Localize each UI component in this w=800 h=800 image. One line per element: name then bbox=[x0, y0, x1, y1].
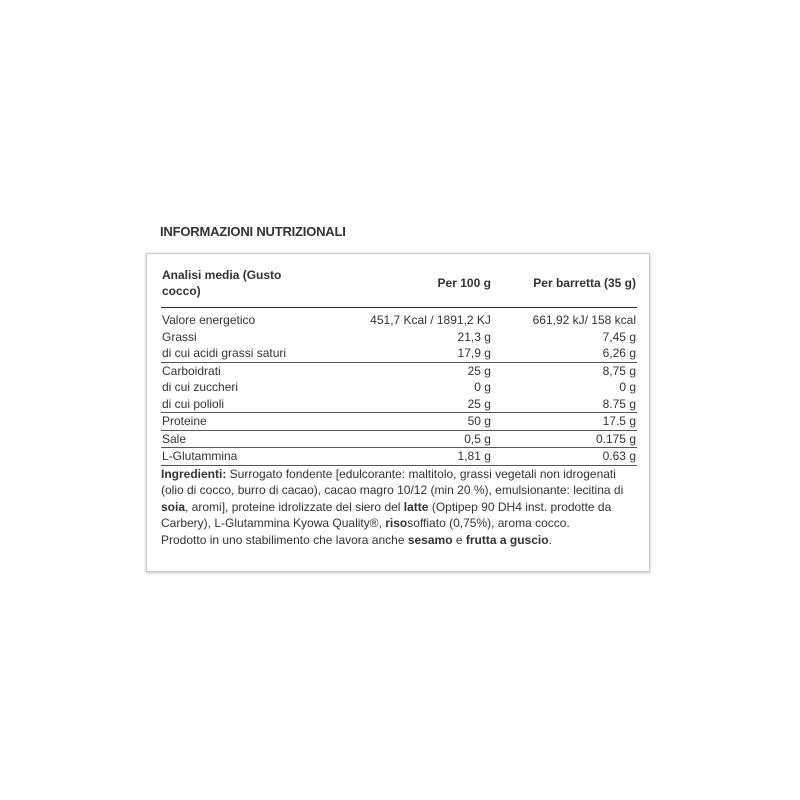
row-per-bar: 0.63 g bbox=[492, 448, 637, 466]
table-row bbox=[161, 448, 637, 466]
row-name: Carboidrati bbox=[162, 363, 221, 378]
facility-note: Prodotto in uno stabilimento che lavora anche sesamo e frutta a guscio. bbox=[161, 532, 552, 547]
table-row bbox=[161, 308, 637, 329]
row-per-100g: 0 g bbox=[474, 380, 491, 395]
row-per-bar: 661,92 kJ/ 158 kcal bbox=[532, 313, 636, 328]
header-per-bar: Per barretta (35 g) bbox=[492, 264, 637, 308]
allergen-nuts: frutta a guscio bbox=[465, 532, 549, 547]
nutrition-table bbox=[161, 264, 637, 466]
row-name: Sale bbox=[161, 430, 323, 448]
row-per-100g: 25 g bbox=[323, 396, 492, 413]
row-per-100g: 21,3 g bbox=[457, 329, 491, 344]
row-name: di cui acidi grassi saturi bbox=[161, 345, 323, 362]
allergen-rice: riso bbox=[385, 516, 408, 531]
table-row bbox=[161, 362, 637, 379]
row-per-100g: 17,9 g bbox=[323, 345, 492, 362]
table-row bbox=[161, 329, 637, 346]
row-name: Valore energetico bbox=[162, 313, 256, 328]
table-row bbox=[161, 345, 637, 362]
row-name: di cui zuccheri bbox=[162, 380, 239, 395]
table-row bbox=[161, 413, 637, 431]
section-title: INFORMAZIONI NUTRIZIONALI bbox=[160, 224, 346, 239]
table-header-row bbox=[161, 264, 637, 308]
row-per-bar: 8.75 g bbox=[492, 396, 637, 413]
row-per-bar: 17.5 g bbox=[492, 413, 637, 431]
ingredients-text: Ingredienti: Surrogato fondente [edulcorante: maltitolo, grassi vegetali non idrogenati (olio di cocco, burro di cacao), cacao magro 10/12 (min 20 %), emulsionante: lecitina di soia, aromi], proteine idrolizzate del siero del latte (Optipep 90 DH4 inst. prodotte da Carbery), L-Glutammina Kyowa Quality®, risosoffiato (0,75%), aroma cocco. bbox=[161, 467, 624, 531]
row-per-100g: 1,81 g bbox=[323, 448, 492, 466]
nutrition-card bbox=[146, 253, 650, 572]
allergen-milk: latte bbox=[403, 499, 429, 514]
row-per-bar: 8,75 g bbox=[602, 363, 636, 378]
row-per-100g: 0,5 g bbox=[323, 430, 492, 448]
row-per-100g: 451,7 Kcal / 1891,2 KJ bbox=[370, 313, 491, 328]
allergen-soy: soia bbox=[161, 499, 186, 514]
table-row bbox=[161, 379, 637, 396]
row-per-bar: 0.175 g bbox=[492, 430, 637, 448]
header-analysis: Analisi media (Gusto cocco) bbox=[161, 264, 323, 308]
row-name: Grassi bbox=[162, 329, 197, 344]
row-name: Proteine bbox=[161, 413, 323, 431]
ingredients-label: Ingredienti: bbox=[161, 467, 227, 481]
table-row bbox=[161, 430, 637, 448]
ingredients-block bbox=[161, 466, 637, 548]
row-name: L-Glutammina bbox=[161, 448, 323, 466]
table-row bbox=[161, 396, 637, 413]
row-per-100g: 50 g bbox=[323, 413, 492, 431]
allergen-sesame: sesamo bbox=[407, 532, 453, 547]
row-name: di cui polioli bbox=[161, 396, 323, 413]
row-per-bar: 6,26 g bbox=[492, 345, 637, 362]
header-per-100g: Per 100 g bbox=[323, 264, 492, 308]
row-per-bar: 7,45 g bbox=[602, 329, 636, 344]
row-per-100g: 25 g bbox=[467, 363, 491, 378]
row-per-bar: 0 g bbox=[619, 380, 636, 395]
